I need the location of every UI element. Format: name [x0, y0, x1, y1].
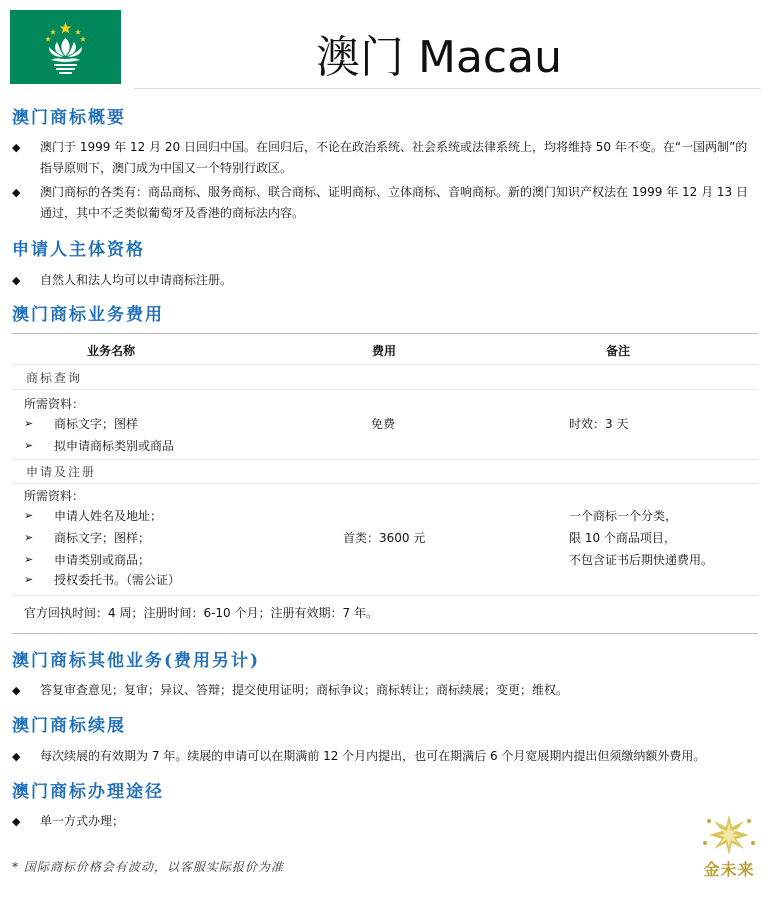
table-bottom-rule — [12, 633, 758, 634]
macau-flag — [10, 10, 121, 84]
column-header-remark: 备注 — [606, 344, 631, 358]
table-rule — [12, 595, 758, 596]
materials-label: 所需资料： — [24, 397, 85, 411]
list-item: ◆ 澳门商标的各类有：商品商标、服务商标、联合商标、证明商标、立体商标、音响商标。新的澳门知识产权法在 1999 年 12 月 13 日通过，其中不乏类似葡萄牙及香港的商标法内容。 — [12, 182, 755, 224]
logo-text: 金未来 — [703, 860, 755, 879]
arrow-bullet-icon: ➢ — [24, 509, 34, 522]
list-item: ◆ 每次续展的有效期为 7 年。续展的申请可以在期满前 12 个月内提出，也可在期满后 6 个月宽展期内提出但须缴纳额外费用。 — [12, 746, 755, 767]
remark-value: 时效：3 天 — [569, 417, 629, 431]
list-item: ◆ 自然人和法人均可以申请商标注册。 — [12, 270, 755, 291]
diamond-bullet-icon: ◆ — [12, 815, 21, 828]
section-heading-other: 澳门商标其他业务(费用另计) — [12, 651, 261, 671]
remark-value: 一个商标一个分类， — [569, 509, 678, 523]
remark-value: 不包含证书后期快递费用。 — [569, 553, 714, 567]
table-group-label: 商标查询 — [26, 371, 83, 385]
arrow-bullet-icon: ➢ — [24, 553, 34, 566]
fee-value: 免费 — [371, 417, 396, 431]
table-item: 商标文字；图样 — [54, 417, 139, 431]
diamond-bullet-icon: ◆ — [12, 141, 21, 154]
diamond-bullet-icon: ◆ — [12, 684, 21, 697]
column-header-service: 业务名称 — [87, 344, 136, 358]
column-header-fee: 费用 — [372, 344, 397, 358]
remark-value: 限 10 个商品项目， — [569, 531, 676, 545]
diamond-bullet-icon: ◆ — [12, 186, 21, 199]
list-item: ◆ 澳门于 1999 年 12 月 20 日回归中国。在回归后，不论在政治系统、社会系统或法律系统上，均将维持 50 年不变。在“一国两制”的指导原则下，澳门成为中国又一个特别行政区。 — [12, 137, 755, 179]
table-item: 申请类别或商品； — [54, 553, 151, 567]
table-rule — [12, 364, 758, 365]
section-heading-method: 澳门商标办理途径 — [12, 782, 164, 802]
section-heading-renewal: 澳门商标续展 — [12, 716, 126, 736]
list-item: ◆ 单一方式办理； — [12, 811, 755, 832]
table-rule — [12, 459, 758, 460]
arrow-bullet-icon: ➢ — [24, 573, 34, 586]
table-top-rule — [12, 333, 758, 334]
arrow-bullet-icon: ➢ — [24, 417, 34, 430]
table-footer-text: 官方回执时间：4 周；注册时间：6-10 个月；注册有效期：7 年。 — [24, 606, 378, 620]
table-item: 拟申请商标类别或商品 — [54, 439, 175, 453]
diamond-bullet-icon: ◆ — [12, 750, 21, 763]
fee-value: 首类：3600 元 — [343, 531, 426, 545]
table-rule — [12, 389, 758, 390]
title-divider — [134, 88, 761, 89]
macau-flag-graphic — [10, 10, 121, 84]
table-item: 授权委托书。（需公证） — [54, 573, 181, 587]
section-heading-eligibility: 申请人主体资格 — [12, 240, 145, 260]
arrow-bullet-icon: ➢ — [24, 439, 34, 452]
section-heading-overview: 澳门商标概要 — [12, 108, 126, 128]
brand-logo — [693, 813, 765, 885]
materials-label: 所需资料： — [24, 489, 85, 503]
section-heading-fees: 澳门商标业务费用 — [12, 305, 164, 325]
arrow-bullet-icon: ➢ — [24, 531, 34, 544]
price-note: * 国际商标价格会有波动，以客服实际报价为准 — [12, 860, 284, 874]
table-group-label: 申请及注册 — [26, 465, 97, 479]
star-burst-logo-icon — [693, 813, 765, 857]
table-item: 申请人姓名及地址； — [54, 509, 163, 523]
diamond-bullet-icon: ◆ — [12, 274, 21, 287]
table-item: 商标文字；图样； — [54, 531, 151, 545]
list-item: ◆ 答复审查意见；复审；异议、答辩；提交使用证明；商标争议；商标转让；商标续展；变更；维权。 — [12, 680, 755, 701]
page-title: 澳门 Macau — [316, 32, 562, 83]
table-rule — [12, 483, 758, 484]
